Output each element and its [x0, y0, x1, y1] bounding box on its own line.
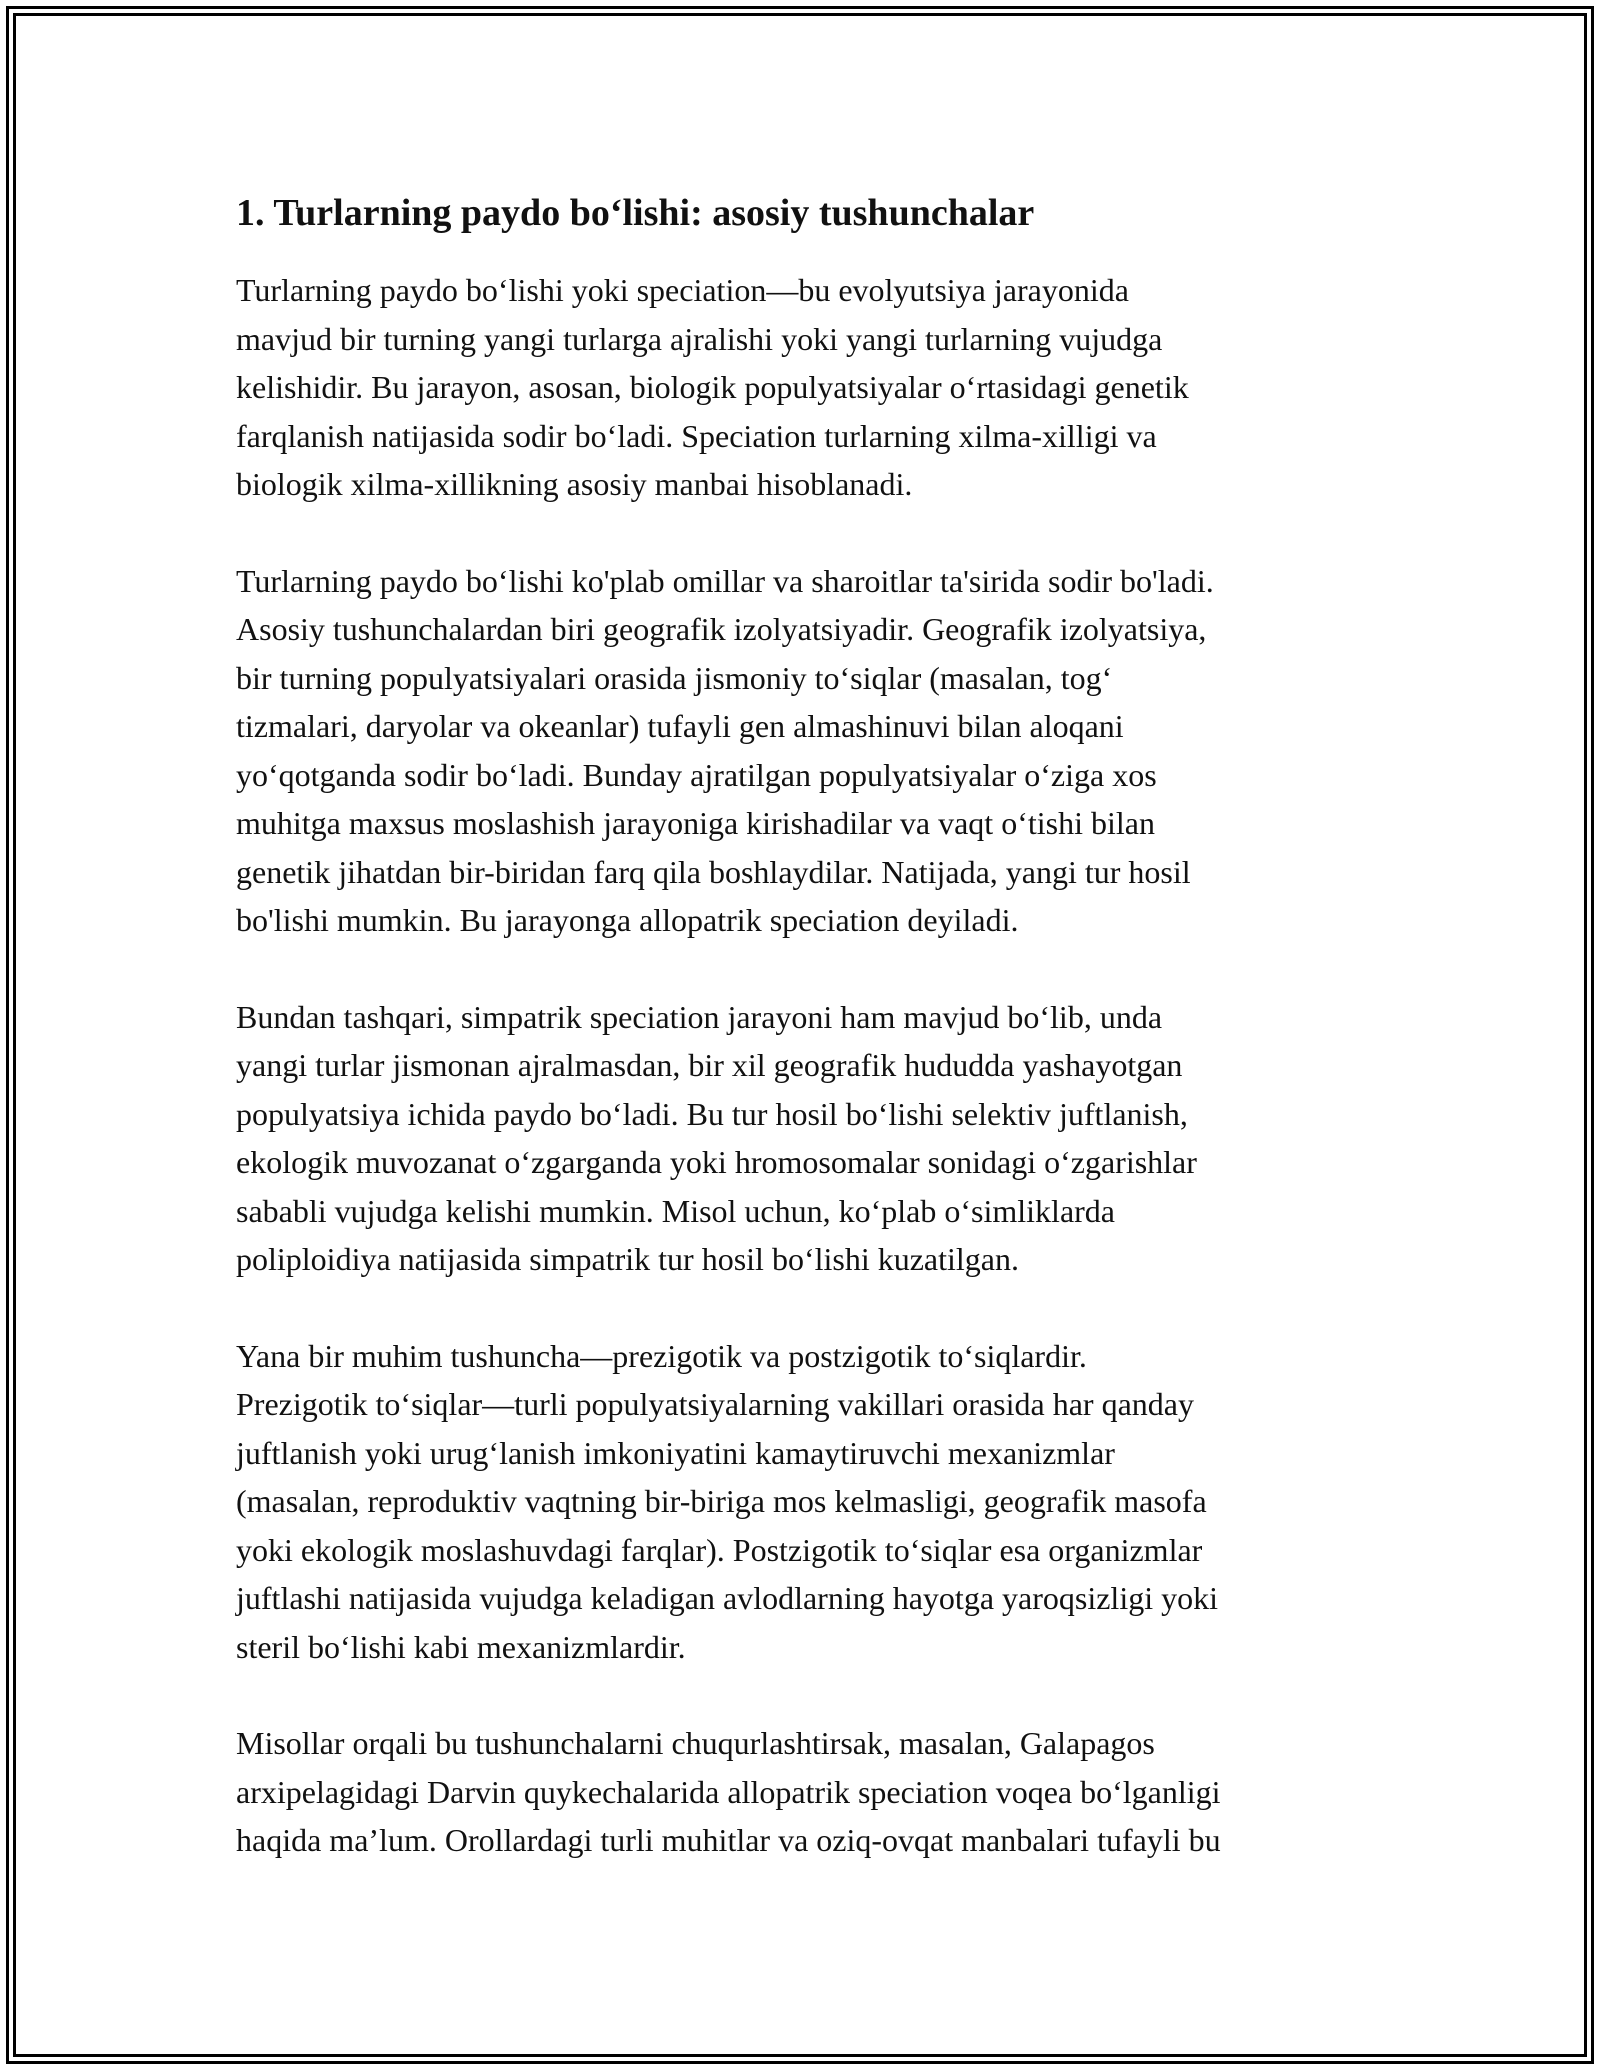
paragraph-intro: Turlarning paydo bo‘lishi yoki speciation—bu evolyutsiya jarayonida mavjud bir turning yangi turlarga ajralishi yoki yangi turlarning vujudga kelishidir. Bu jarayon, asosan, biologik populyatsiyalar o‘rtasidagi genetik farqlanish natijasida sodir bo‘ladi. Speciation turlarning xilma-xilligi va biologik xilma-xillikning asosiy manbai hisoblanadi. — [236, 272, 1189, 502]
section-title: 1. Turlarning paydo bo‘lishi: asosiy tushunchalar — [236, 192, 1035, 234]
paragraph-examples: Misollar orqali bu tushunchalarni chuqurlashtirsak, masalan, Galapagos arxipelagidagi Darvin quykechalarida allopatrik speciation voqea bo‘lganligi haqida ma’lum. Orollardagi turli muhitlar va oziq-ovqat manbalari tufayli bu — [236, 1725, 1221, 1858]
paragraph-sympatric-speciation: Bundan tashqari, simpatrik speciation jarayoni ham mavjud bo‘lib, unda yangi turlar jismonan ajralmasdan, bir xil geografik hududda yashayotgan populyatsiya ichida paydo bo‘ladi. Bu tur hosil bo‘lishi selektiv juftlanish, ekologik muvozanat o‘zgarganda yoki hromosomalar sonidagi o‘zgarishlar sababli vujudga kelishi mumkin. Misol uchun, ko‘plab o‘simliklarda poliploidiya natijasida simpatrik tur hosil bo‘lishi kuzatilgan. — [236, 998, 1197, 1277]
document-body — [236, 188, 1376, 1913]
paragraph-geographic-isolation: Turlarning paydo bo‘lishi ko'plab omillar va sharoitlar ta'sirida sodir bo'ladi. Asosiy tushunchalardan biri geografik izolyatsiyadir. Geografik izolyatsiya, bir turning populyatsiyalari orasida jismoniy to‘siqlar (masalan, tog‘ tizmalari, daryolar va okeanlar) tufayli gen almashinuvi bilan aloqani yo‘qotganda sodir bo‘ladi. Bunday ajratilgan populyatsiyalar o‘ziga xos muhitga maxsus moslashish jarayoniga kirishadilar va vaqt o‘tishi bilan genetik jihatdan bir-biridan farq qila boshlaydilar. Natijada, yangi tur hosil bo'lishi mumkin. Bu jarayonga allopatrik speciation deyiladi. — [236, 562, 1214, 938]
paragraph-reproductive-barriers: Yana bir muhim tushuncha—prezigotik va postzigotik to‘siqlardir. Prezigotik to‘siqlar—turli populyatsiyalarning vakillari orasida har qanday juftlanish yoki urug‘lanish imkoniyatini kamaytiruvchi mexanizmlar (masalan, reproduktiv vaqtning bir-biriga mos kelmasligi, geografik masofa yoki ekologik moslashuvdagi farqlar). Postzigotik to‘siqlar esa organizmlar juftlashi natijasida vujudga keladigan avlodlarning hayotga yaroqsizligi yoki steril bo‘lishi kabi mexanizmlardir. — [236, 1337, 1218, 1665]
